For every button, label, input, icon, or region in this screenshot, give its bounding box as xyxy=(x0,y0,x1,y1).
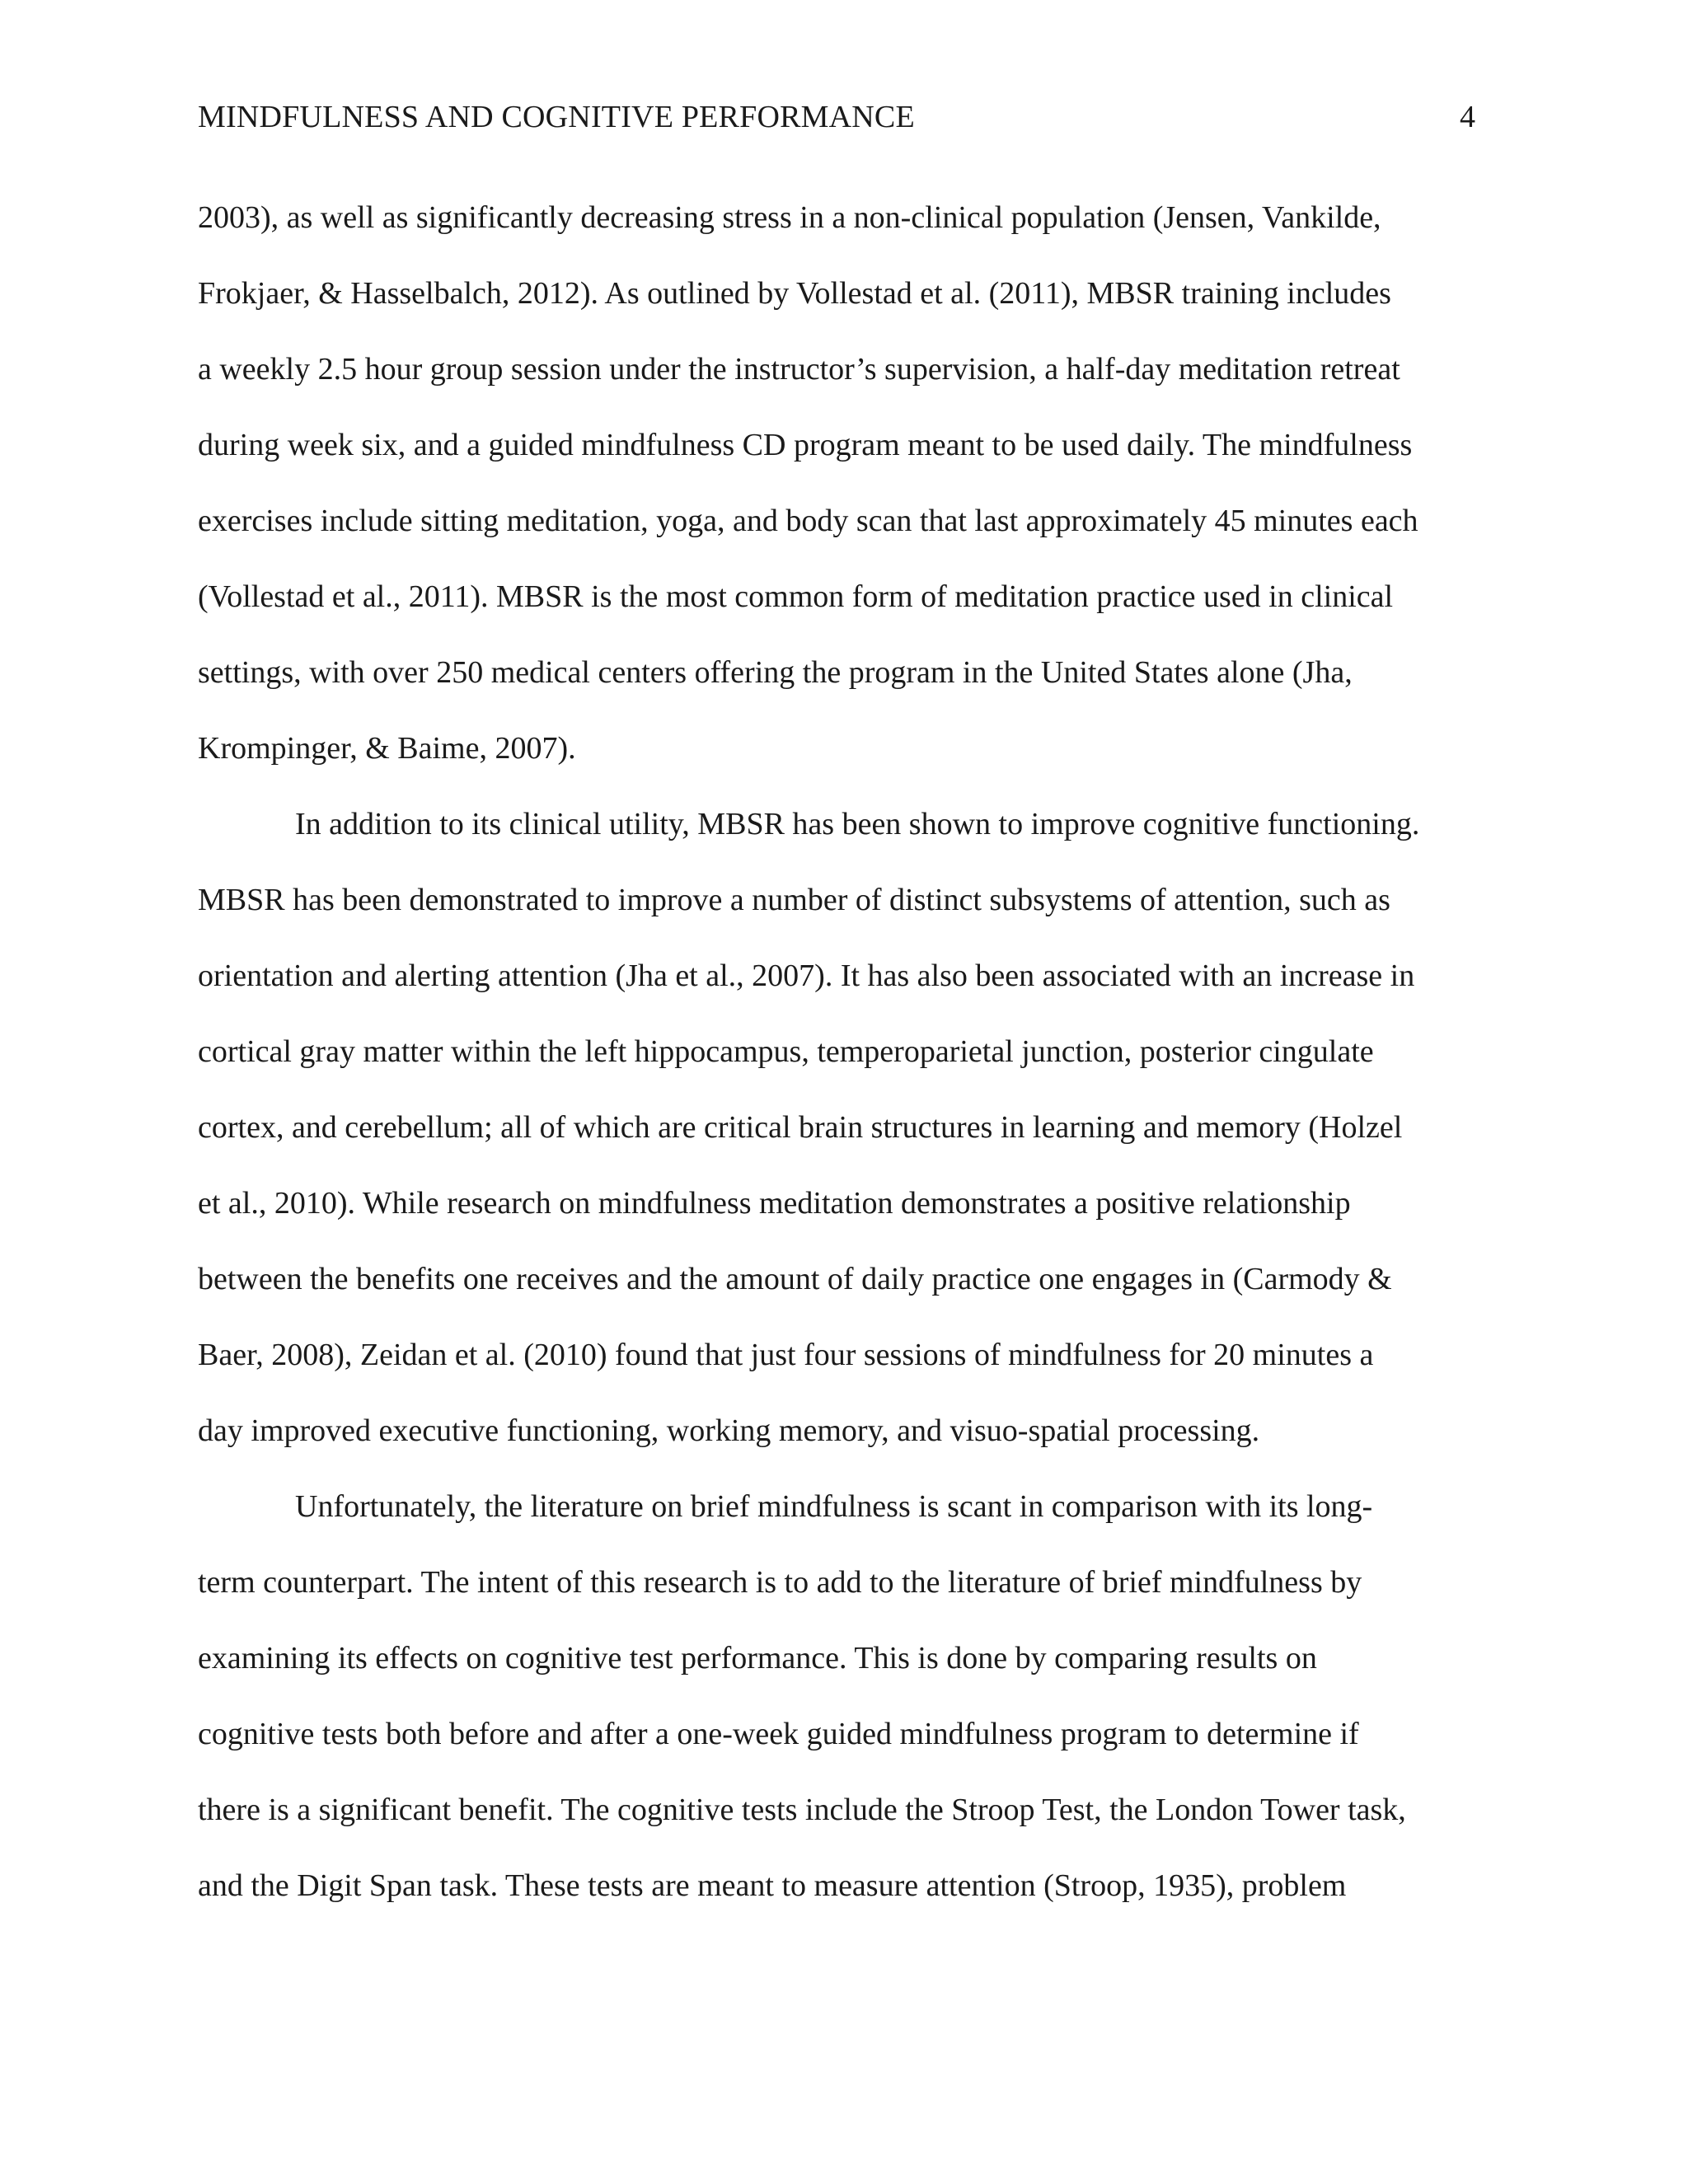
body-line: Baer, 2008), Zeidan et al. (2010) found that just four sessions of mindfulness for 20 minutes a xyxy=(198,1338,1374,1372)
body-line: cortex, and cerebellum; all of which are critical brain structures in learning and memory (Holzel xyxy=(198,1110,1403,1145)
body-line: term counterpart. The intent of this research is to add to the literature of brief mindfulness by xyxy=(198,1565,1362,1600)
paragraph-first-line: In addition to its clinical utility, MBSR has been shown to improve cognitive functioning. xyxy=(295,807,1420,841)
running-head: MINDFULNESS AND COGNITIVE PERFORMANCE xyxy=(198,100,915,134)
body-line: day improved executive functioning, working memory, and visuo-spatial processing. xyxy=(198,1413,1260,1448)
body-line: cognitive tests both before and after a one-week guided mindfulness program to determine if xyxy=(198,1717,1359,1751)
body-line: examining its effects on cognitive test performance. This is done by comparing results on xyxy=(198,1641,1317,1675)
body-line: during week six, and a guided mindfulness CD program meant to be used daily. The mindfulness xyxy=(198,428,1413,462)
body-line: settings, with over 250 medical centers offering the program in the United States alone (Jha, xyxy=(198,655,1353,690)
body-line: MBSR has been demonstrated to improve a number of distinct subsystems of attention, such as xyxy=(198,883,1390,917)
paragraph-first-line: Unfortunately, the literature on brief mindfulness is scant in comparison with its long- xyxy=(295,1489,1373,1524)
body-line: (Vollestad et al., 2011). MBSR is the most common form of meditation practice used in clinical xyxy=(198,579,1394,614)
body-line: exercises include sitting meditation, yoga, and body scan that last approximately 45 minutes each xyxy=(198,504,1418,538)
body-line: between the benefits one receives and the amount of daily practice one engages in (Carmody & xyxy=(198,1262,1392,1296)
body-line: Frokjaer, & Hasselbalch, 2012). As outlined by Vollestad et al. (2011), MBSR training includes xyxy=(198,276,1391,311)
body-line: a weekly 2.5 hour group session under the instructor’s supervision, a half-day meditation retreat xyxy=(198,352,1400,387)
body-line: orientation and alerting attention (Jha et al., 2007). It has also been associated with an increase in xyxy=(198,958,1415,993)
body-line: cortical gray matter within the left hippocampus, temperoparietal junction, posterior cingulate xyxy=(198,1034,1374,1069)
body-line: et al., 2010). While research on mindfulness meditation demonstrates a positive relationship xyxy=(198,1186,1351,1221)
body-line: Krompinger, & Baime, 2007). xyxy=(198,731,576,766)
body-line: there is a significant benefit. The cognitive tests include the Stroop Test, the London Tower task, xyxy=(198,1793,1406,1827)
body-line: 2003), as well as significantly decreasing stress in a non-clinical population (Jensen, Vankilde, xyxy=(198,200,1381,235)
page-number: 4 xyxy=(1460,100,1475,134)
body-line: and the Digit Span task. These tests are meant to measure attention (Stroop, 1935), problem xyxy=(198,1868,1347,1903)
